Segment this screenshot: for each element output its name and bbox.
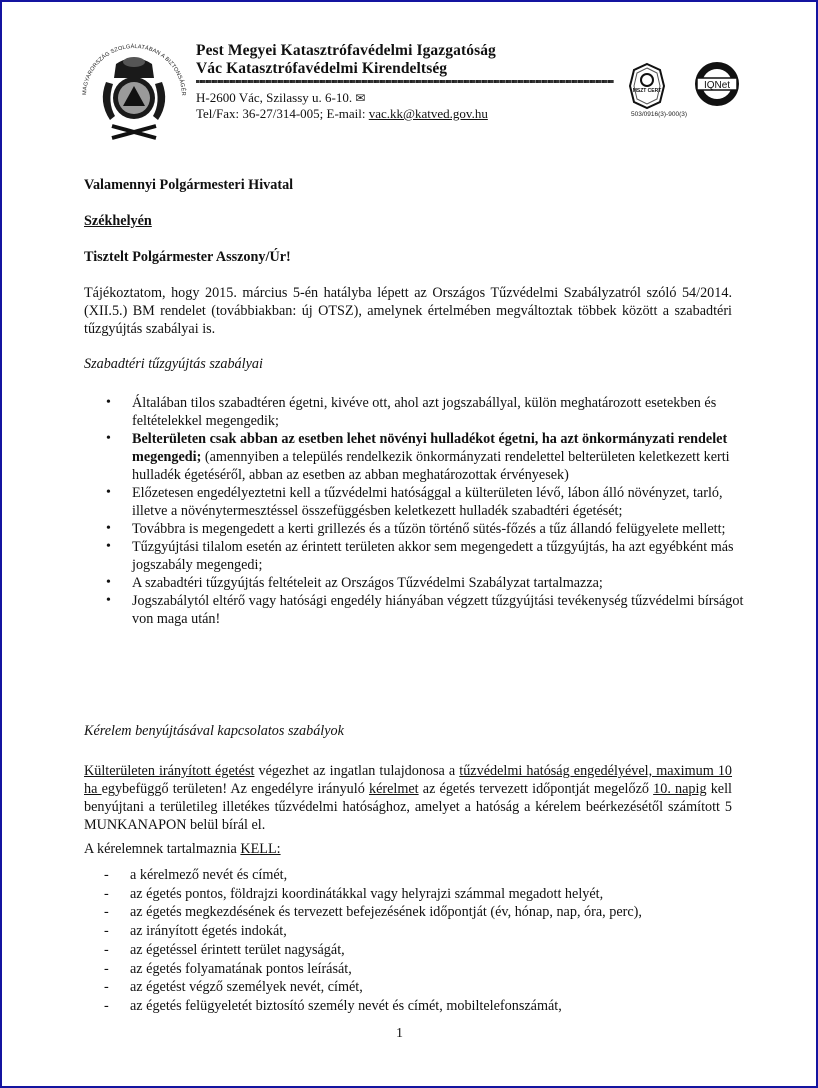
intro-paragraph: Tájékoztatom, hogy 2015. március 5-én hatályba lépett az Országos Tűzvédelmi Szabályzatról szóló 54/2014. (XII.5.) BM rendelet (továbbiakban: új OTSZ), amelynek értelmében megváltoztak többek között a szabadtéri tűzgyújtás szabályai is. bbox=[84, 285, 732, 337]
section-title-application-rules: Kérelem benyújtásával kapcsolatos szabályok bbox=[84, 723, 344, 739]
list-item: - az égetéssel érintett terület nagyságát, bbox=[102, 941, 762, 960]
organization-header bbox=[196, 42, 616, 122]
disaster-management-seal-logo bbox=[78, 30, 190, 148]
address-text: H-2600 Vác, Szilassy u. 6-10. bbox=[196, 90, 353, 105]
list-item: - az irányított égetés indokát, bbox=[102, 922, 762, 941]
recipient-name: Valamennyi Polgármesteri Hivatal bbox=[84, 177, 294, 193]
required-contents-intro: A kérelemnek tartalmaznia KELL: bbox=[84, 841, 281, 857]
org-address bbox=[196, 90, 616, 106]
header-rule bbox=[196, 80, 614, 83]
cert-code: 503/0916(3)-900(3) bbox=[631, 111, 688, 118]
list-item: - az égetést végző személyek nevét, címét, bbox=[102, 978, 762, 997]
org-name: Pest Megyei Katasztrófavédelmi Igazgatóság bbox=[196, 42, 496, 59]
list-item: • A szabadtéri tűzgyújtás feltételeit az Országos Tűzvédelmi Szabályzat tartalmazza; bbox=[104, 574, 744, 592]
application-paragraph: Külterületen irányított égetést végezhet az ingatlan tulajdonosa a tűzvédelmi hatóság engedélyével, maximum 10 ha egybefüggő területen! Az engedélyre irányuló kérelmet az égetés tervezett időpontját megelőző 10. napig kell benyújtani a területileg illetékes tűzvédelmi hatósághoz, amelyet a hatóság a kérelem beérkezésétől számított 5 MUNKANAPON belül bírál el. bbox=[84, 763, 733, 833]
org-branch: Vác Katasztrófavédelmi Kirendeltség bbox=[196, 60, 448, 77]
list-item: - az égetés pontos, földrajzi koordinátákkal vagy helyrajzi számmal megadott helyét, bbox=[102, 885, 762, 904]
list-item: - az égetés megkezdésének és tervezett befejezésének időpontját (év, hónap, nap, óra, perc), bbox=[102, 903, 762, 922]
certification-logos bbox=[622, 60, 752, 130]
mszt-cert-logo-icon bbox=[630, 64, 664, 108]
list-item: • Továbbra is megengedett a kerti grillezés és a tűzön történő sütés-főzés a tűz állandó felügyelete mellett; bbox=[104, 520, 744, 538]
org-contact bbox=[196, 106, 616, 122]
cert-left-label: MSZT CERT bbox=[632, 88, 662, 94]
section-title-outdoor-fire-rules: Szabadtéri tűzgyújtás szabályai bbox=[84, 356, 263, 372]
list-item: • Tűzgyújtási tilalom esetén az érintett területen akkor sem megengedett a tűzgyújtás, ha azt egyébként más jogszabály megengedi; bbox=[104, 538, 744, 574]
seal-text: MAGYARORSZÁG SZOLGÁLATÁBAN A BIZTONSÁGÉR bbox=[81, 43, 187, 96]
cert-right-label: IQNet bbox=[703, 80, 731, 91]
salutation: Tisztelt Polgármester Asszony/Úr! bbox=[84, 249, 291, 265]
list-item: • Jogszabálytól eltérő vagy hatósági engedély hiányában végzett tűzgyújtási tevékenység tűzvédelmi bírságot von maga után! bbox=[104, 592, 744, 628]
list-item: • Előzetesen engedélyeztetni kell a tűzvédelmi hatósággal a külterületen lévő, lábon álló növényzet, tarló, illetve a növénytermesztéssel összefüggésben keletkezett hulladék szabadtéri égetését; bbox=[104, 484, 744, 520]
recipient-location: Székhelyén bbox=[84, 213, 152, 229]
iqnet-logo-icon bbox=[695, 62, 739, 106]
seal-emblem-icon bbox=[103, 57, 165, 138]
contact-phone: Tel/Fax: 36-27/314-005; E-mail: bbox=[196, 106, 369, 121]
page-number: 1 bbox=[396, 1026, 403, 1041]
list-item: • Általában tilos szabadtéren égetni, kivéve ott, ahol azt jogszabállyal, külön meghatározott esetekben és feltételekkel megengedik; bbox=[104, 394, 744, 430]
email-link[interactable]: vac.kk@katved.gov.hu bbox=[368, 106, 488, 121]
list-item: - az égetés folyamatának pontos leírását, bbox=[102, 960, 762, 979]
list-item: - a kérelmező nevét és címét, bbox=[102, 866, 762, 885]
list-item: • Belterületen csak abban az esetben lehet növényi hulladékot égetni, ha azt önkormányzati rendelet megengedi; (amennyiben a település rendelkezik önkormányzati rendelettel belterületen keletkezett kerti hulladék égetéséről, abban az esetben az abban meghatározottak érvényesek) bbox=[104, 430, 744, 484]
outdoor-fire-rules-list bbox=[104, 394, 744, 628]
required-contents-list bbox=[102, 866, 762, 1016]
envelope-icon: ✉ bbox=[355, 91, 366, 105]
list-item: - az égetés felügyeletét biztosító személy nevét és címét, mobiltelefonszámát, bbox=[102, 997, 762, 1016]
